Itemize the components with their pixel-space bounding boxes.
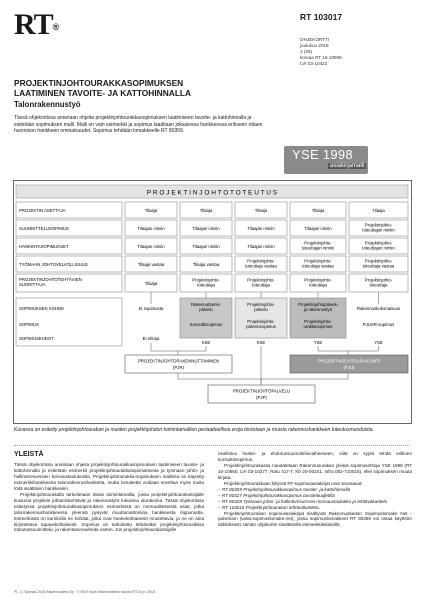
diagram-header: P R O J E K T I N J O H T O T O T E U T U S: [146, 189, 278, 197]
diagram-caption: Kuvassa on esitetty projektinjohtourakan ja muiden projektinjohdon toimintamallien periaatteellisia eroja toisistaan ja muista rakennushankkeen toteutusmuodoista.: [14, 427, 374, 433]
body-paragraph: Projektinjohtourakan sopimusasiakirjat sisältyvät Rakennustiedon Sopimuslomake Net -palveluun (www.sopimuslomake.net), jossa sopimuslomakkeet RT 80359 voi ostaa käyttöön sähköisesti, tämän ohjekortin sisältämillä esimerkkiteksteillä.: [218, 510, 412, 528]
list-item: – RT 80359 Projektinjohtourakkasopimus tavoite- ja kattohinnalla: [218, 486, 351, 492]
row-cell: Tilaajan nimiin: [247, 244, 275, 249]
meta-line: korvaa RT 16-10906: [300, 55, 342, 61]
row-cell: Tilaajan nimiin: [137, 244, 165, 249]
row-label: PROJEKTINJOHTOTEHTÄVIEN SUORITTAJA: [19, 277, 82, 287]
lower-label: SOPIMUS: [19, 322, 39, 327]
row-cell: Projektinjohto-toteuttaja vastaa: [245, 258, 277, 269]
pjr-title: PROJEKTINJOHTORAKENNUTTAMINEN: [137, 358, 220, 364]
lower-label: SOPIMUKSEN KOHDE: [19, 306, 65, 311]
title-line: PROJEKTINJOHTOURAKKASOPIMUKSEN: [14, 78, 184, 88]
row-cell: Projektinjohto-toteuttaja: [364, 277, 393, 288]
page-footer: PL 1 | Työmaa 2018 Rakennustieto Oy · © RATI hyvä Rakennustieto sivulla RTS.fi pv 2018: [14, 590, 155, 594]
intro-paragraph: Tässä ohjekortissa annetaan ohjeita projektinjohtourakkasopimuksen laatimiseen tavoite- ja kattohinnalla ja esitetään sopimuksen malli. Malli on vain esimerkki ja sopimus laaditaan jokaisessa hankkeessa erikseen ottaen huomioon hankkeen ominaisuudet. Sopimus tehdään lomakkeelle RT 80359.: [14, 115, 263, 135]
diagram-rows: [16, 202, 408, 292]
row-cell: Tilaajan nimiin: [192, 226, 220, 231]
yse-badge-subtitle: asiakirjamalli: [330, 163, 365, 169]
list-item: – RT 80328 Työmaan johto- ja hallintoresurssien korvaustaulukko ja tehtäväluettelo: [218, 498, 388, 504]
lower-kohde: Rakennuskokonaisuus: [356, 306, 401, 311]
row-cell: Projektinjohto-toteuttajan nimiin: [301, 240, 335, 251]
document-id: RT 103017: [300, 12, 343, 22]
lower-ehdot: Ei ehtoja: [142, 336, 160, 341]
row-cell: Tilaaja vastaa: [137, 262, 165, 267]
body-paragraph: Projektinjohtourakassa noudatetaan Rakennusurakan yleisiä sopimusehtoja YSE 1998 (RT 16-10660, LVI 03-10277, Ratu 417-T, Kh 20-00241, Infra 052-710016), ellei sopimuksen muuta kirjata.: [218, 462, 412, 480]
row-cell: Tilaajan nimiin: [304, 226, 332, 231]
pjp-title: PROJEKTINJOHTOPALVELU: [232, 388, 291, 394]
pju-title: PROJEKTINJOHTOURAKOINTI: [318, 358, 380, 364]
row-cell: Projektinjohto-toteuttaja vastaa: [362, 258, 395, 269]
lower-label: SOPIMUSEHDOT: [19, 336, 54, 341]
section-divider: [14, 445, 410, 446]
row-cell: Tilaaja: [144, 208, 158, 213]
row-label: PROJEKTIN ASETTAJA: [19, 208, 66, 213]
body-paragraph: Projektinjohtourakalla tarkoitetaan tässä toimintamallia, jossa projektinjohtourakoitsijalle kuuluvat projektin johtamistehtävät ja rakennustyöt lukuisina alurakoina. Tässä ohjekortissa esitetyssä projektinjohtourakkasopimuksen esimerkissä on normaaliteknistä asiat, jotka talonrakennushankkeessa yleensä pysyvät muuttumattomina hankkeesta riippumatta. Esimerkissä on kursiivilla ne kohdat, jotka ovat hankekohtaisesti muutettavia, ja ne on aina kirjoitettava tapauskohtaisesti. Sopimus on tarkoitettu tehtäväksi projektinjohtomallissa toteutussuunnittelu- ja rakentamisvaiheita varten. Jos projektinjohtourakoitsijalle: [14, 491, 204, 533]
row-label: HANKINTASOPIMUKSET: [19, 244, 69, 249]
pjp-abbr: (PJP): [256, 395, 267, 400]
row-label: SUUNNITTELUSOPIMUS: [19, 226, 69, 231]
body-column-left: [14, 462, 204, 533]
meta-line: OHJEKORTTI: [300, 37, 330, 42]
row-cell: Tilaaja: [254, 208, 268, 213]
lower-ehdot: YSE: [374, 340, 383, 345]
row-cell: Tilaajan nimiin: [247, 226, 275, 231]
row-cell: Tilaaja vastaa: [192, 262, 220, 267]
lower-kohde: Projektinjohtopalvelu ja rakennustyö: [298, 302, 338, 312]
lower-sopimus: PJUSR-sopimus: [362, 322, 395, 327]
lower-kohde: Ei sopimusta: [138, 306, 164, 311]
row-cell: Tilaaja: [311, 208, 325, 213]
lower-ehdot: KSE: [201, 340, 211, 345]
row-cell: Projektinjohto-toteuttajan nimiin: [362, 222, 395, 233]
body-column-right: [218, 451, 412, 528]
lower-sopimus: Projektinjohto-palvelusopimus: [246, 319, 276, 329]
page-subtitle: Talonrakennustyö: [14, 100, 81, 109]
lower-kohde: Rakennuttamis-palvelu: [190, 302, 222, 312]
rt-logo: RT®: [14, 8, 59, 41]
meta-line: joulukuu 2018: [300, 43, 329, 49]
list-item: – RT 80327 Projektinjohtourakkasopimus tavoitebudjetilla: [218, 492, 335, 498]
pjr-abbr: (PJR): [173, 365, 184, 370]
document-meta: [300, 37, 342, 67]
lower-ehdot: YSE: [313, 340, 323, 345]
row-cell: Projektinjohto-toteuttaja: [304, 277, 332, 288]
meta-line: 1 (29): [300, 49, 313, 55]
lower-kohde: Projektinjohto-palvelu: [247, 302, 275, 312]
row-cell: Tilaaja: [199, 208, 213, 213]
lower-sopimus: Konsulttisopimus: [189, 322, 223, 327]
lower-ehdot: KSE: [256, 340, 266, 345]
lower-sopimus: Projektinjohto-urakkasopimus: [303, 319, 333, 329]
body-paragraph: Projektinjohtourakkaan liittyvät RT-sopimusasiakirjat ovat seuraavat:: [224, 480, 363, 486]
row-cell: Projektinjohto-toteuttajan nimiin: [362, 240, 395, 251]
body-paragraph: Tässä ohjekortissa annetaan ohjeita projektinjohtourakkasopimuksen laatimiseen tavoite- ja kattohinnalla ja esitetään esimerkit projektinjohtourakkasopimuksesta ja työmaan johto- ja hallintoresurssien korvaustaulukoista. Projektinjohtourakka-sopimuksen mallissa on käytetty esimerkkihankkeena talonrakennushanketta, mutta lomaketta voidaan soveltaa myös muita töitä sisältäviin hankkeisiin.: [14, 462, 204, 491]
yse-badge-title: YSE 1998: [292, 147, 353, 162]
page-title: [14, 78, 304, 98]
row-cell: Tilaaja: [144, 281, 158, 286]
title-line: LAATIMINEN TAVOITE- JA KATTOHINNALLA: [14, 88, 192, 98]
row-cell: Tilaajan nimiin: [192, 244, 220, 249]
row-cell: Tilaaja: [372, 208, 385, 213]
list-item: – RT 103018 Projektinjohtourakan tehtäväluettelo.: [218, 504, 321, 510]
row-cell: Projektinjohto-toteuttaja: [247, 277, 275, 288]
section-heading: YLEISTÄ: [14, 451, 44, 458]
row-label: TYÖMAAN JOHTOVELVOLLISUUS: [19, 262, 88, 267]
projektinjohto-diagram: [13, 180, 412, 424]
row-cell: Projektinjohto-toteuttaja: [192, 277, 220, 288]
meta-line: LVI 03-10422: [300, 61, 328, 67]
pju-abbr: (PJU): [343, 365, 355, 370]
row-cell: Projektinjohto-toteuttaja vastaa: [302, 258, 334, 269]
row-cell: Tilaajan nimiin: [137, 226, 165, 231]
body-paragraph: osallistuu hanke- ja ehdotussuunnitteluvaiheeseen, siitä on syytä tehdä erillinen konsulttisopimus.: [218, 451, 412, 462]
